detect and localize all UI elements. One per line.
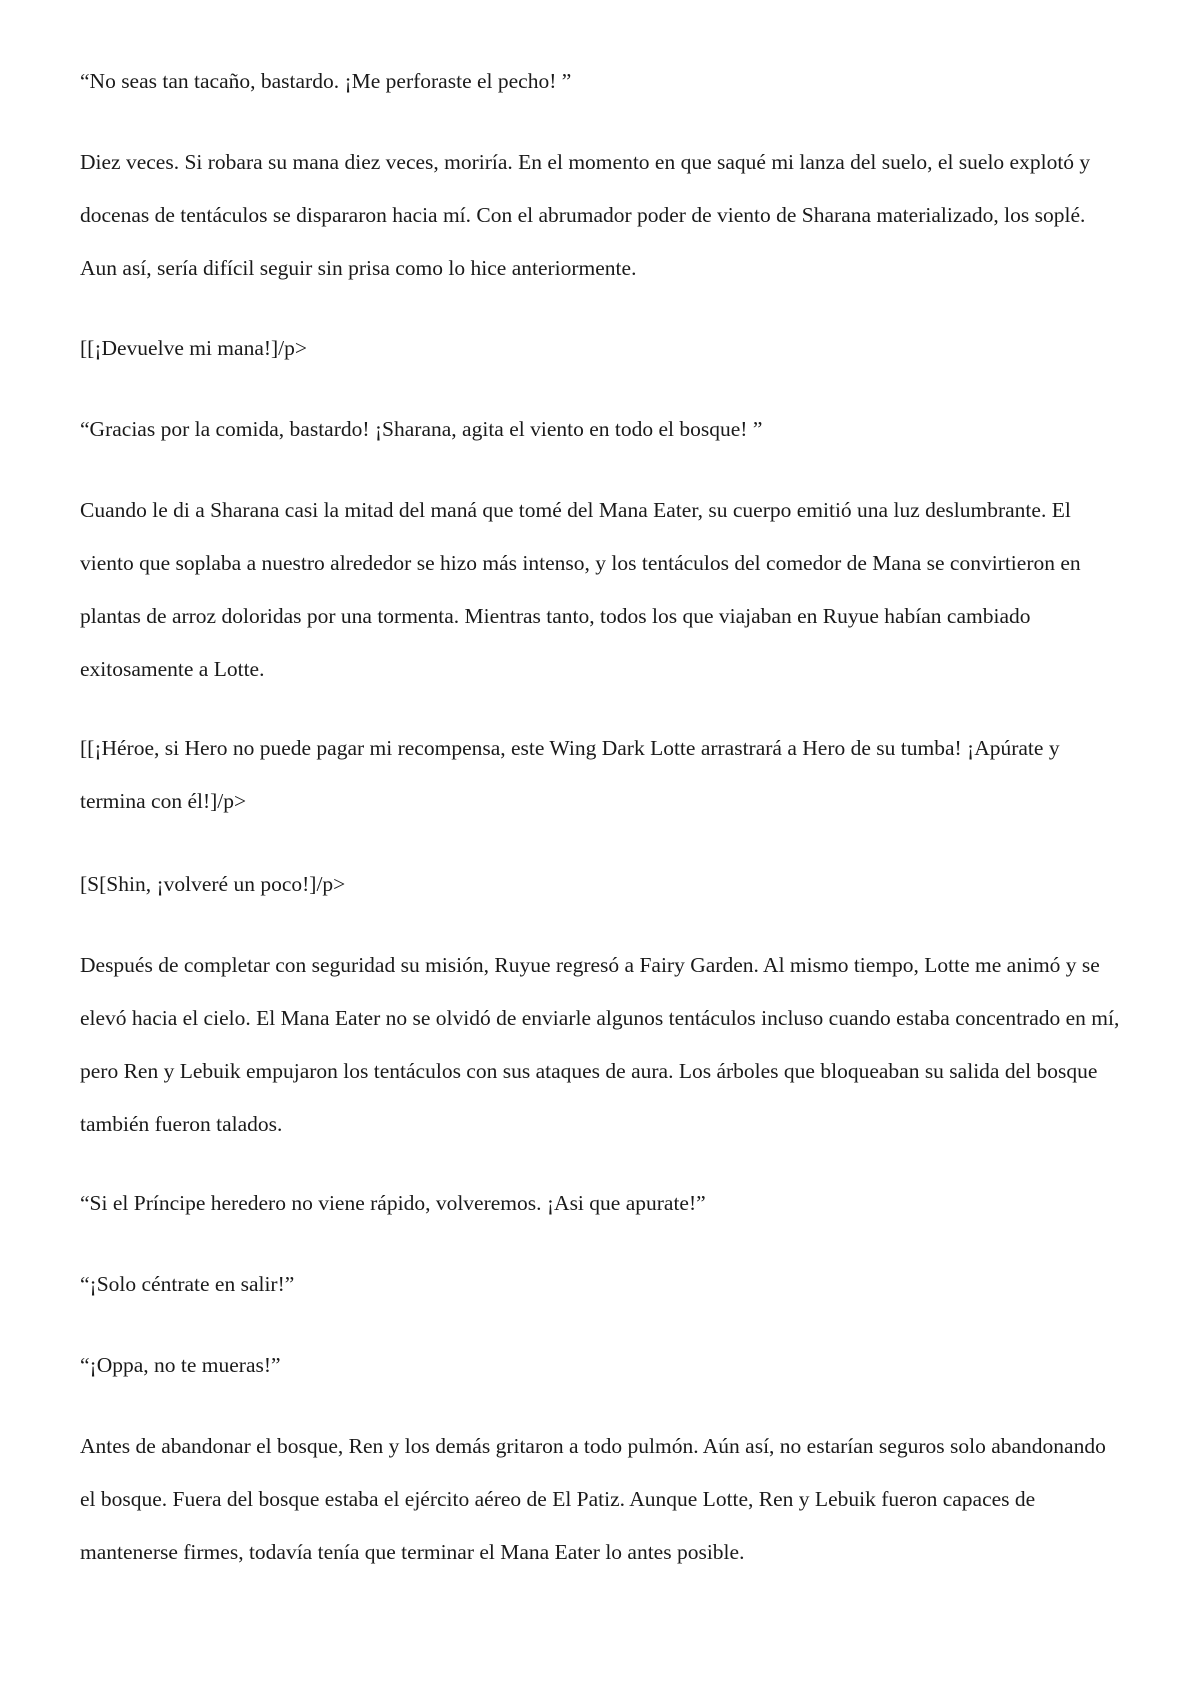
paragraph: Después de completar con seguridad su misión, Ruyue regresó a Fairy Garden. Al mismo tiempo, Lotte me animó y se elevó hacia el cielo. El Mana Eater no se olvidó de enviarle algunos tentáculos incluso cuando estaba concentrado en mí, pero Ren y Lebuik empujaron los tentáculos con sus ataques de aura. Los árboles que bloqueaban su salida del bosque también fueron talados. xyxy=(80,953,1120,1136)
paragraph: “¡Solo céntrate en salir!” xyxy=(80,1272,295,1296)
paragraph: “¡Oppa, no te mueras!” xyxy=(80,1353,281,1377)
paragraph: “No seas tan tacaño, bastardo. ¡Me perforaste el pecho! ” xyxy=(80,69,572,93)
paragraph: [[¡Héroe, si Hero no puede pagar mi recompensa, este Wing Dark Lotte arrastrará a Hero de su tumba! ¡Apúrate y termina con él!]/p> xyxy=(80,736,1060,813)
paragraph: [S[Shin, ¡volveré un poco!]/p> xyxy=(80,872,346,896)
paragraph: Cuando le di a Sharana casi la mitad del maná que tomé del Mana Eater, su cuerpo emitió una luz deslumbrante. El viento que soplaba a nuestro alrededor se hizo más intenso, y los tentáculos del comedor de Mana se convirtieron en plantas de arroz doloridas por una tormenta. Mientras tanto, todos los que viajaban en Ruyue habían cambiado exitosamente a Lotte. xyxy=(80,498,1081,681)
paragraph: Diez veces. Si robara su mana diez veces, moriría. En el momento en que saqué mi lanza del suelo, el suelo explotó y docenas de tentáculos se dispararon hacia mí. Con el abrumador poder de viento de Sharana materializado, los soplé. Aun así, sería difícil seguir sin prisa como lo hice anteriormente. xyxy=(80,150,1091,280)
paragraph: “Gracias por la comida, bastardo! ¡Sharana, agita el viento en todo el bosque! ” xyxy=(80,417,763,441)
paragraph: “Si el Príncipe heredero no viene rápido, volveremos. ¡Asi que apurate!” xyxy=(80,1191,706,1215)
paragraph: [[¡Devuelve mi mana!]/p> xyxy=(80,336,308,360)
paragraph: Antes de abandonar el bosque, Ren y los demás gritaron a todo pulmón. Aún así, no estarían seguros solo abandonando el bosque. Fuera del bosque estaba el ejército aéreo de El Patiz. Aunque Lotte, Ren y Lebuik fueron capaces de mantenerse firmes, todavía tenía que terminar el Mana Eater lo antes posible. xyxy=(80,1434,1106,1564)
